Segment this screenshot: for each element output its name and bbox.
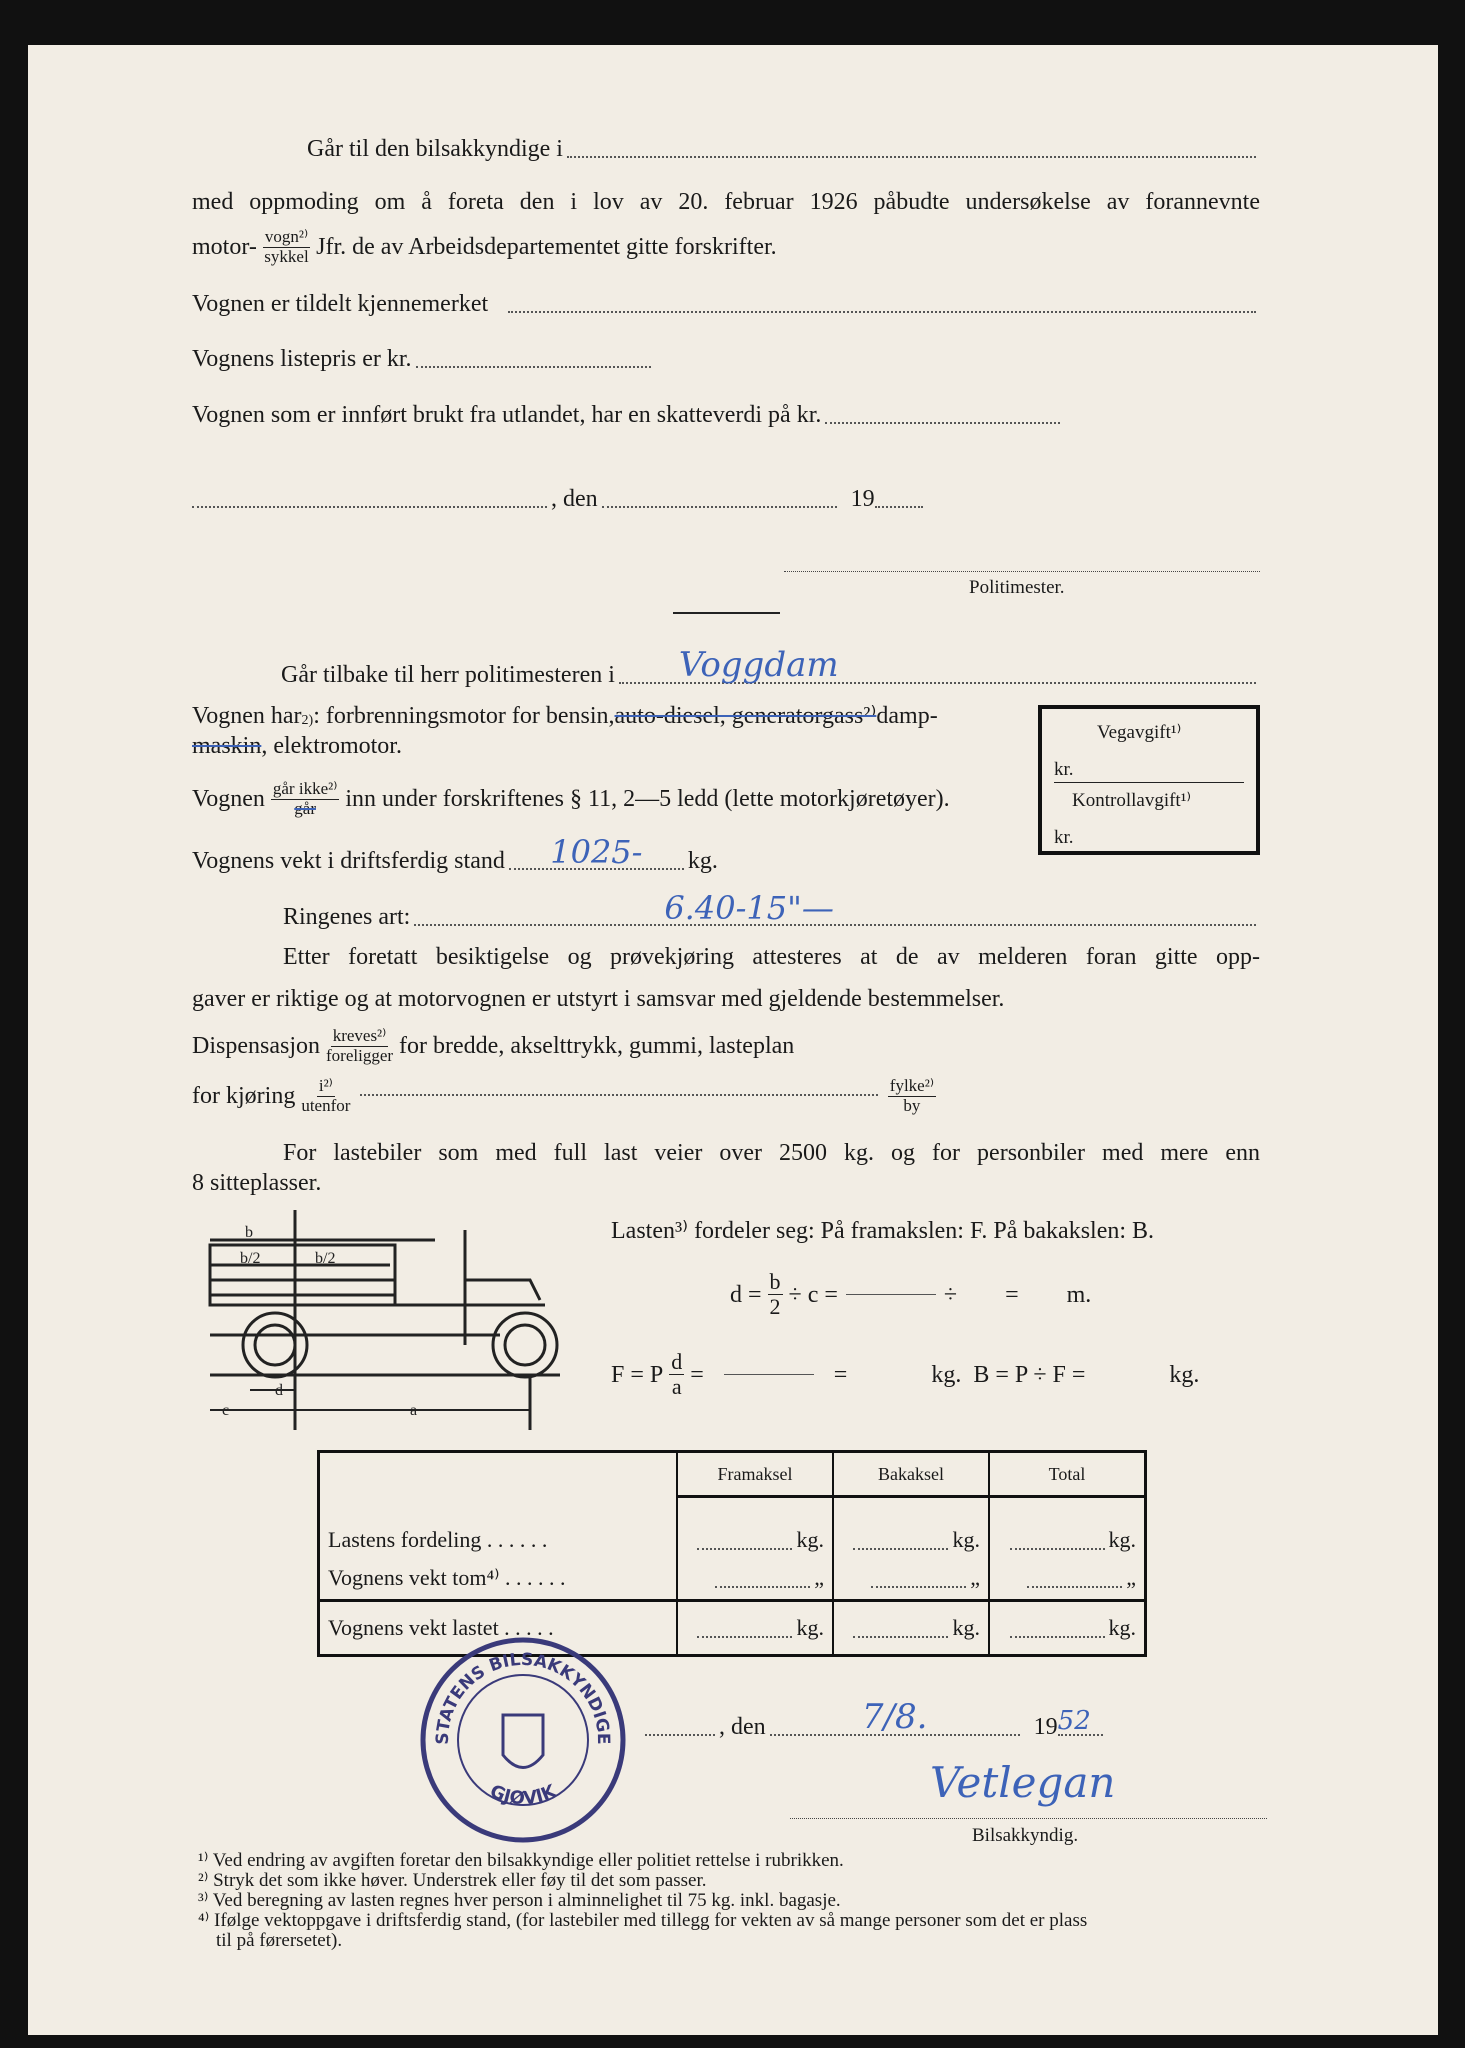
attest-line-1: Etter foretatt besiktigelse og prøvekjøring attesteres at de av melderen foran gitte opp- bbox=[283, 944, 1260, 970]
coat-of-arms-icon bbox=[503, 1715, 543, 1768]
line-signoff bbox=[645, 1697, 1107, 1740]
unit: kg. bbox=[952, 1614, 980, 1640]
unit: kg. bbox=[687, 848, 718, 874]
field-place[interactable] bbox=[645, 1734, 715, 1736]
field-skatteverdi[interactable] bbox=[825, 422, 1060, 424]
label: F = P bbox=[611, 1361, 664, 1388]
kontrollavgift-kr[interactable]: kr. bbox=[1054, 827, 1074, 848]
unit: kg. bbox=[1108, 1526, 1136, 1552]
field[interactable] bbox=[697, 1636, 792, 1638]
table-row bbox=[319, 1497, 1146, 1557]
label: : forbrenningsmotor for bensin, bbox=[313, 703, 615, 729]
f-formula bbox=[611, 1350, 1199, 1399]
fraction bbox=[888, 1077, 936, 1115]
fee-box bbox=[1038, 705, 1260, 855]
num: d bbox=[671, 1349, 683, 1374]
label: damp- bbox=[876, 703, 938, 729]
field[interactable] bbox=[853, 1636, 948, 1638]
field[interactable] bbox=[1010, 1636, 1105, 1638]
label: Vognen bbox=[192, 786, 265, 813]
field-year[interactable] bbox=[1058, 1708, 1103, 1736]
field[interactable] bbox=[1027, 1586, 1122, 1588]
field-weight[interactable] bbox=[509, 833, 684, 871]
label-a: a bbox=[410, 1402, 418, 1419]
footnote-1: ¹⁾ Ved endring av avgiften foretar den bilsakkyndige eller politiet rettelse i rubrikken. bbox=[198, 1850, 844, 1871]
label: = kg. B = P ÷ F = kg. bbox=[833, 1361, 1200, 1388]
trucks-line-2: 8 sitteplasser. bbox=[192, 1170, 322, 1196]
unit: kg. bbox=[952, 1526, 980, 1552]
field-area[interactable] bbox=[360, 1094, 877, 1096]
field-listepris[interactable] bbox=[416, 366, 651, 368]
handwritten-year: 52 bbox=[1057, 1706, 1091, 1736]
label: Går tilbake til herr politimesteren i bbox=[281, 662, 615, 688]
line-bilsakkyndige bbox=[307, 137, 1260, 161]
field[interactable] bbox=[1010, 1548, 1105, 1550]
unit: „ bbox=[970, 1564, 980, 1590]
attest-line-2: gaver er riktige og at motorvognen er utstyrt i samsvar med gjeldende bestemmelser. bbox=[192, 986, 1005, 1012]
num: går ikke²⁾ bbox=[272, 779, 338, 798]
label-b2: b/2 bbox=[240, 1250, 261, 1267]
line-tyres bbox=[283, 889, 1260, 930]
signature-line bbox=[790, 1818, 1267, 1819]
label: for bredde, akselttrykk, gummi, lasteplan bbox=[399, 1033, 795, 1060]
num: kreves²⁾ bbox=[332, 1026, 387, 1045]
line-listepris bbox=[192, 347, 655, 371]
line-engine bbox=[192, 704, 938, 728]
unit: kg. bbox=[796, 1614, 824, 1640]
line-place-date bbox=[192, 487, 927, 511]
field[interactable] bbox=[871, 1586, 966, 1588]
svg-text:GJØVIK bbox=[487, 1780, 560, 1809]
field-f[interactable] bbox=[724, 1374, 814, 1375]
label: Ringenes art: bbox=[283, 904, 411, 930]
signature-line bbox=[784, 571, 1260, 572]
line-return bbox=[281, 645, 1260, 688]
signature: Vetlegan bbox=[930, 1758, 1116, 1807]
num: b bbox=[769, 1269, 781, 1294]
stamp-text: STATENS BILSAKKYNDIGE bbox=[432, 1649, 614, 1745]
num: vogn²⁾ bbox=[264, 227, 309, 246]
table-row bbox=[319, 1557, 1146, 1601]
field[interactable] bbox=[697, 1548, 792, 1550]
line-engine-2 bbox=[192, 734, 402, 758]
table-header bbox=[319, 1452, 1146, 1497]
handwritten-date: 7/8. bbox=[861, 1697, 928, 1737]
den: foreligger bbox=[326, 1045, 394, 1065]
handwritten-tyres: 6.40-15"— bbox=[664, 889, 834, 927]
row-label: Vognens vekt lastet . . . . . bbox=[319, 1600, 678, 1655]
line-kjennemerke bbox=[192, 292, 1260, 316]
line-oppmoding: med oppmoding om å foreta den i lov av 20. februar 1926 påbudte undersøkelse av forannevnte bbox=[192, 189, 1260, 215]
den: a bbox=[671, 1374, 682, 1400]
divider bbox=[1054, 782, 1244, 783]
front-wheel bbox=[493, 1313, 557, 1377]
sup: 2) bbox=[301, 713, 314, 728]
field-bilsakkyndige[interactable] bbox=[567, 156, 1256, 158]
line-dispensation bbox=[192, 1027, 794, 1065]
d-formula bbox=[730, 1270, 1091, 1319]
load-table bbox=[317, 1450, 1147, 1657]
label: Vognens listepris er kr. bbox=[192, 346, 412, 372]
label: Dispensasjon bbox=[192, 1033, 320, 1060]
official-stamp bbox=[418, 1635, 628, 1845]
field-place[interactable] bbox=[192, 506, 547, 508]
den: by bbox=[903, 1095, 921, 1115]
kontrollavgift-label: Kontrollavgift¹⁾ bbox=[1072, 790, 1192, 811]
truck-diagram bbox=[200, 1205, 570, 1430]
field[interactable] bbox=[715, 1586, 810, 1588]
den: utenfor bbox=[301, 1095, 351, 1115]
header-cell bbox=[319, 1452, 678, 1497]
label: ÷ = m. bbox=[943, 1281, 1092, 1308]
footnote-4: ⁴⁾ Ifølge vektoppgave i driftsferdig stand, (for lastebiler med tillegg for vekten av så mange personer som det er plass bbox=[198, 1910, 1088, 1931]
label-d: d bbox=[275, 1382, 283, 1399]
line-motor bbox=[192, 228, 777, 266]
label-c: c bbox=[222, 1402, 230, 1419]
num: fylke²⁾ bbox=[889, 1076, 934, 1095]
line-weight bbox=[192, 833, 718, 874]
vegavgift-label: Vegavgift¹⁾ bbox=[1097, 722, 1182, 743]
footnote-4-cont: til på førersetet). bbox=[216, 1930, 343, 1951]
line-skatteverdi bbox=[192, 403, 1064, 427]
label: Vognens vekt i driftsferdig stand bbox=[192, 848, 505, 874]
label-b: b bbox=[245, 1224, 253, 1241]
field-year[interactable] bbox=[875, 506, 923, 508]
unit: kg. bbox=[796, 1526, 824, 1552]
fraction bbox=[271, 780, 340, 818]
struck-text: maskin bbox=[192, 733, 262, 759]
field-tyres[interactable] bbox=[414, 889, 1256, 927]
line-driving bbox=[192, 1077, 942, 1115]
unit: „ bbox=[1126, 1564, 1136, 1590]
label: 19 bbox=[850, 486, 875, 512]
label: ÷ c = bbox=[788, 1281, 838, 1308]
politimester-label: Politimester. bbox=[969, 577, 1065, 598]
label: Jfr. de av Arbeidsdepartementet gitte forskrifter. bbox=[316, 234, 777, 261]
field-return-place[interactable] bbox=[619, 645, 1256, 685]
label: Vognen har bbox=[192, 703, 302, 729]
label: inn under forskriftenes § 11, 2—5 ledd (lette motorkjøretøyer). bbox=[345, 786, 950, 813]
label: d = bbox=[730, 1281, 762, 1308]
handwritten-weight: 1025- bbox=[550, 833, 643, 871]
fraction bbox=[326, 1027, 393, 1065]
label: , den bbox=[719, 1714, 766, 1740]
stamp-place: GJØVIK bbox=[486, 1780, 560, 1810]
header-total: Total bbox=[989, 1452, 1146, 1497]
label-b2: b/2 bbox=[315, 1250, 336, 1267]
den: går bbox=[294, 798, 316, 818]
row-label: Lastens fordeling . . . . . . bbox=[328, 1526, 548, 1552]
field[interactable] bbox=[853, 1548, 948, 1550]
field-d[interactable] bbox=[846, 1294, 936, 1295]
header-bakaksel: Bakaksel bbox=[833, 1452, 989, 1497]
bilsakkyndig-label: Bilsakkyndig. bbox=[972, 1825, 1079, 1846]
rear-wheel bbox=[243, 1313, 307, 1377]
label: Går til den bilsakkyndige i bbox=[307, 136, 563, 162]
fraction bbox=[669, 1350, 684, 1399]
header-framaksel: Framaksel bbox=[677, 1452, 833, 1497]
footnote-2: ²⁾ Stryk det som ikke høver. Understrek eller føy til det som passer. bbox=[198, 1870, 707, 1891]
label: = bbox=[690, 1361, 704, 1388]
num: i²⁾ bbox=[318, 1076, 333, 1095]
field-date[interactable] bbox=[602, 506, 837, 508]
label: motor- bbox=[192, 234, 257, 261]
label: , den bbox=[551, 486, 598, 512]
unit: kg. bbox=[1108, 1614, 1136, 1640]
fraction bbox=[301, 1077, 350, 1115]
rule bbox=[673, 612, 780, 614]
vegavgift-kr[interactable]: kr. bbox=[1054, 759, 1074, 780]
trucks-line-1: For lastebiler som med full last veier over 2500 kg. og for personbiler med mere enn bbox=[283, 1140, 1260, 1166]
load-title: Lasten³⁾ fordeler seg: På framakslen: F. På bakakslen: B. bbox=[611, 1218, 1155, 1244]
label: 19 bbox=[1033, 1714, 1058, 1740]
label: Vognen er tildelt kjennemerket bbox=[192, 291, 489, 317]
field-date[interactable] bbox=[770, 1697, 1020, 1737]
handwritten-place: Voggdam bbox=[678, 645, 839, 685]
line-light-vehicle bbox=[192, 780, 950, 818]
label: Vognen som er innført brukt fra utlandet, har en skatteverdi på kr. bbox=[192, 402, 822, 428]
unit: „ bbox=[814, 1564, 824, 1590]
footnote-3: ³⁾ Ved beregning av lasten regnes hver person i alminnelighet til 75 kg. inkl. bagasje. bbox=[198, 1890, 841, 1911]
den: sykkel bbox=[264, 246, 309, 266]
struck-text: auto-diesel, generatorgass²⁾ bbox=[614, 703, 877, 729]
fraction bbox=[263, 228, 310, 266]
row-label: Vognens vekt tom⁴⁾ . . . . . . bbox=[328, 1564, 566, 1590]
fraction bbox=[768, 1270, 783, 1319]
den: 2 bbox=[769, 1294, 781, 1320]
label: , elektromotor. bbox=[261, 733, 402, 759]
label: for kjøring bbox=[192, 1083, 296, 1110]
field-kjennemerke[interactable] bbox=[508, 311, 1256, 313]
